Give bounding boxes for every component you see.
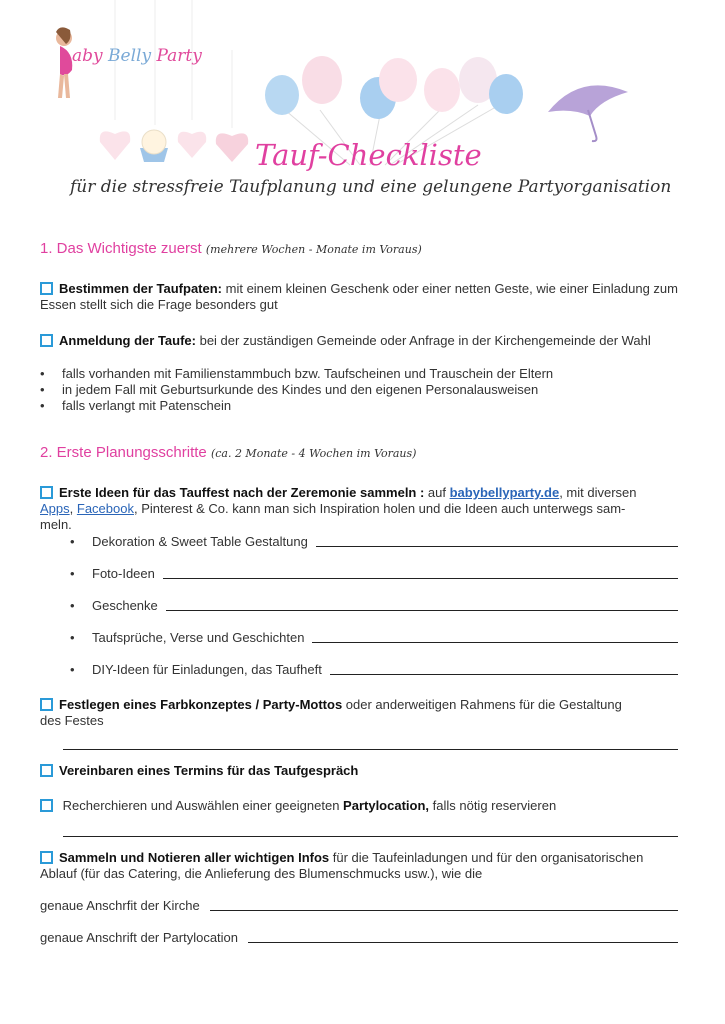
- idea-row-diy: • DIY-Ideen für Einladungen, das Taufheft: [70, 662, 678, 677]
- checkbox[interactable]: [40, 764, 53, 777]
- section2-note: (ca. 2 Monate - 4 Wochen im Voraus): [210, 447, 417, 460]
- item-bold: Vereinbaren eines Termins für das Taufgespräch: [59, 763, 359, 778]
- checkbox[interactable]: [40, 851, 53, 864]
- balloon-icon: [424, 68, 460, 112]
- section1-heading: [40, 240, 422, 257]
- fill-line[interactable]: [248, 942, 678, 943]
- checkbox[interactable]: [40, 698, 53, 711]
- checklist-item-ideen: Erste Ideen für das Tauffest nach der Zeremonie sammeln : auf babybellyparty.de, mit diversen Apps, Facebook, Pinterest & Co. kann man sich Inspiration holen und die Ideen auch unterwegs sam- meln.: [40, 485, 637, 532]
- cupcake-icon: [140, 130, 168, 162]
- logo: [72, 46, 202, 66]
- logo-part1: aby: [72, 46, 109, 66]
- bullet-list: [40, 366, 690, 414]
- item-text: mit einem kleinen Geschenk oder einer netten Geste, wie einer Einladung zum Essen stellt sich die Frage besonders gut: [40, 281, 678, 312]
- balloon-icon: [265, 75, 299, 115]
- item-bold: Bestimmen der Taufpaten:: [59, 281, 223, 296]
- checklist-item-location: Recherchieren und Auswählen einer geeigneten Partylocation, falls nötig reservieren: [40, 798, 690, 814]
- section1-title: 1. Das Wichtigste zuerst: [40, 240, 202, 257]
- balloon-icon: [302, 56, 342, 104]
- fill-line[interactable]: [163, 578, 678, 579]
- item-bold: Sammeln und Notieren aller wichtigen Infos: [59, 850, 330, 865]
- checkbox[interactable]: [40, 799, 53, 812]
- idea-row-foto: • Foto-Ideen: [70, 566, 678, 581]
- item-text: bei der zuständigen Gemeinde oder Anfrage in der Kirchengemeinde der Wahl: [195, 333, 651, 348]
- item-bold: Festlegen eines Farbkonzeptes / Party-Mottos: [59, 697, 343, 712]
- item-bold: Anmeldung der Taufe:: [59, 333, 196, 348]
- logo-part2: Belly: [108, 46, 157, 66]
- checklist-item-anmeldung: [40, 333, 710, 349]
- field-label: genaue Anschrfit der Kirche: [40, 898, 200, 913]
- checklist-item-termin: [40, 763, 690, 779]
- checklist-item-farbkonzept: Festlegen eines Farbkonzeptes / Party-Mottos oder anderweitigen Rahmens für die Gestaltung des Festes: [40, 697, 622, 728]
- logo-figure-icon: [56, 27, 72, 98]
- checkbox[interactable]: [40, 334, 53, 347]
- page-title: Tauf-Checkliste: [255, 138, 482, 172]
- heart-icon: [216, 133, 248, 162]
- heart-icon: [178, 132, 206, 158]
- heart-icon: [100, 131, 130, 160]
- fill-line[interactable]: [63, 749, 678, 750]
- fill-line[interactable]: [63, 836, 678, 837]
- apps-link[interactable]: Apps: [40, 501, 70, 516]
- idea-row-deko: • Dekoration & Sweet Table Gestaltung: [70, 534, 678, 549]
- facebook-link[interactable]: Facebook: [76, 501, 134, 516]
- section1-note: (mehrere Wochen - Monate im Voraus): [205, 243, 422, 256]
- idea-row-sprueche: • Taufsprüche, Verse und Geschichten: [70, 630, 678, 645]
- fill-line[interactable]: [316, 546, 678, 547]
- field-kirche: [40, 898, 678, 913]
- logo-part3: Party: [156, 46, 202, 66]
- page-subtitle: für die stressfreie Taufplanung und eine gelungene Partyorganisation: [70, 177, 672, 197]
- balloon-icon: [489, 74, 523, 114]
- website-link[interactable]: babybellyparty.de: [449, 485, 560, 500]
- checkbox[interactable]: [40, 486, 53, 499]
- item-bold: Partylocation,: [343, 798, 430, 813]
- list-item: • falls vorhanden mit Familienstammbuch bzw. Taufscheinen und Trauschein der Eltern: [40, 366, 554, 381]
- list-item: • in jedem Fall mit Geburtsurkunde des Kindes und den eigenen Personalausweisen: [40, 382, 539, 397]
- umbrella-icon: [548, 85, 628, 141]
- item-bold: Erste Ideen für das Tauffest nach der Zeremonie sammeln :: [59, 485, 425, 500]
- fill-line[interactable]: [166, 610, 678, 611]
- section2-heading: [40, 444, 416, 461]
- idea-row-geschenke: • Geschenke: [70, 598, 678, 613]
- list-item: • falls verlangt mit Patenschein: [40, 398, 232, 413]
- fill-line[interactable]: [312, 642, 678, 643]
- checkbox[interactable]: [40, 282, 53, 295]
- fill-line[interactable]: [330, 674, 678, 675]
- checklist-item-infos: Sammeln und Notieren aller wichtigen Infos für die Taufeinladungen und für den organisatorischen Ablauf (für das Catering, die Anlieferung des Blumenschmucks usw.), wie die: [40, 850, 644, 881]
- checklist-item-taufpaten: [40, 281, 690, 313]
- field-partylocation: [40, 930, 678, 945]
- field-label: genaue Anschrift der Partylocation: [40, 930, 239, 945]
- fill-line[interactable]: [210, 910, 678, 911]
- balloon-icon: [379, 58, 417, 102]
- section2-title: 2. Erste Planungsschritte: [40, 444, 207, 461]
